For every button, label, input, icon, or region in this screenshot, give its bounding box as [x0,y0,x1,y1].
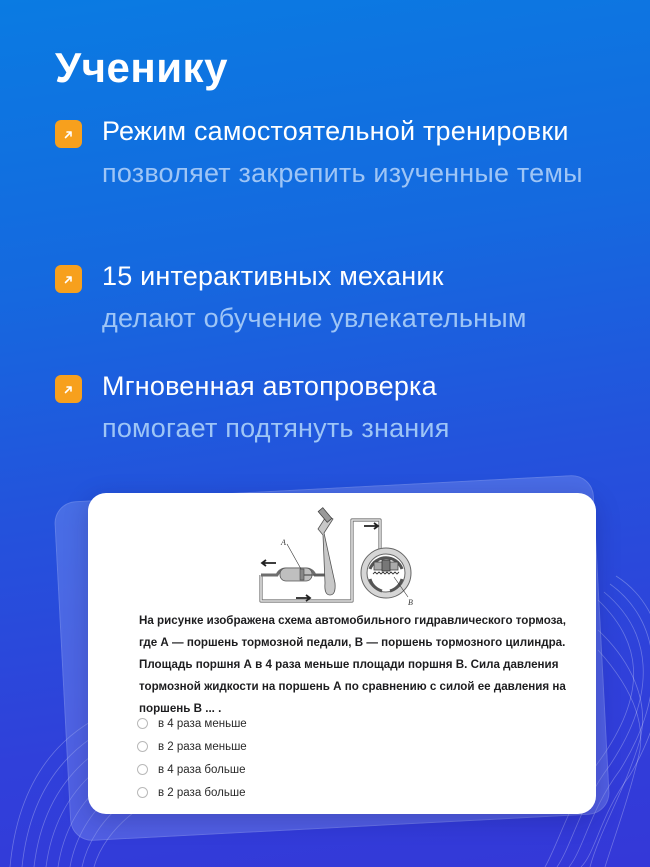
feature-text [102,365,642,449]
answer-label: в 2 раза меньше [158,740,247,753]
answer-label: в 4 раза меньше [158,717,247,730]
answer-option-2[interactable] [137,735,247,758]
answer-label: в 2 раза больше [158,786,246,799]
question-text: На рисунке изображена схема автомобильного гидравлического тормоза, где А — поршень тормозной педали, В — поршень тормозного цилиндра. Площадь поршня А в 4 раза меньше площади поршня В. Сила давления тормозной жидкости на поршень А по сравнению с силой ее давления на поршень В ... . [139,614,566,715]
hydraulic-brake-diagram [240,505,440,615]
answer-label: в 4 раза больше [158,763,246,776]
answer-option-4[interactable] [137,781,247,804]
feature-description: помогает подтянуть знания [102,413,450,443]
arrow-up-right-icon [55,375,82,403]
radio-button[interactable] [137,787,148,798]
label-b: B [408,598,413,607]
feature-text [102,255,642,339]
page-title: Ученику [55,44,228,91]
answer-option-3[interactable] [137,758,247,781]
answer-option-1[interactable] [137,712,247,735]
radio-button[interactable] [137,741,148,752]
arrow-up-right-icon [55,265,82,293]
feature-highlight: Режим самостоятельной тренировки [102,116,569,146]
answer-options [137,712,247,804]
arrow-up-right-icon [55,120,82,148]
feature-highlight: 15 интерактивных механик [102,261,444,291]
feature-highlight: Мгновенная автопроверка [102,371,437,401]
radio-button[interactable] [137,764,148,775]
radio-button[interactable] [137,718,148,729]
feature-description: делают обучение увлекательным [102,303,527,333]
feature-text [102,110,642,194]
quiz-card [88,493,596,814]
feature-description: позволяет закрепить изученные темы [102,158,583,188]
label-a: A [281,538,286,547]
